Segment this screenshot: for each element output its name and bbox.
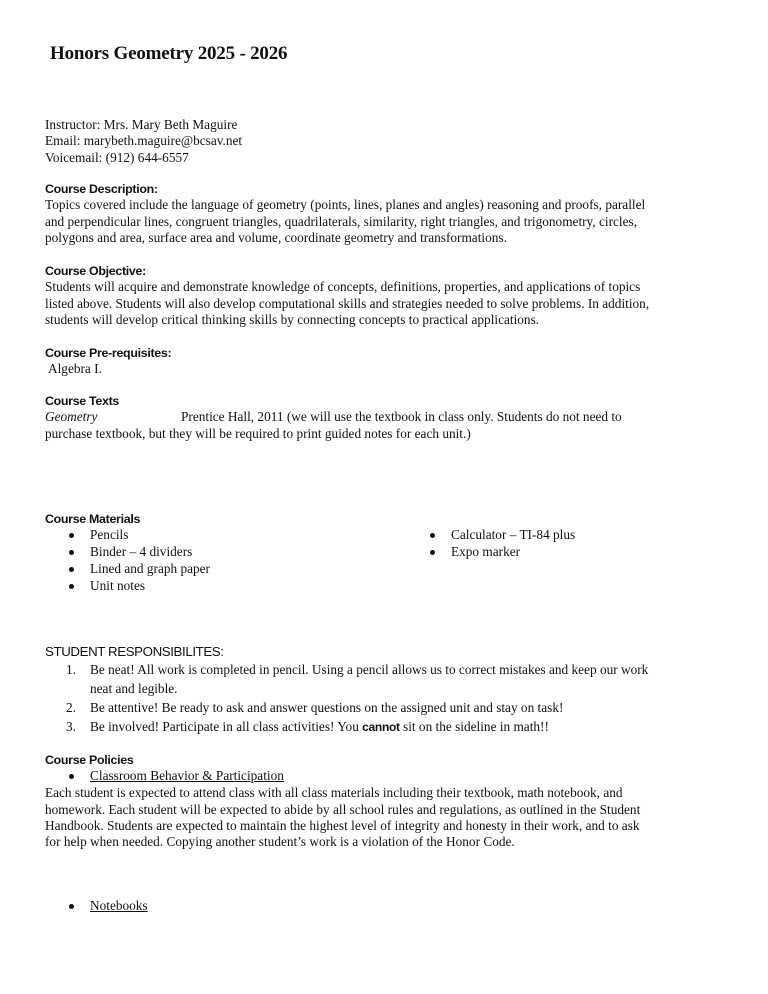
paragraph-line: listed above. Students will also develop computational skills and strategies needed to solve problems. In addition, <box>45 295 650 311</box>
email-line: Email: marybeth.maguire@bcsav.net <box>45 133 243 149</box>
notebooks-section <box>45 898 725 915</box>
bullet-icon <box>69 550 74 555</box>
bullet-icon <box>69 584 74 589</box>
document-title: Honors Geometry 2025 - 2026 <box>50 43 288 64</box>
textbook-info: Prentice Hall, 2011 (we will use the textbook in class only. Students do not need to <box>181 409 622 425</box>
materials-list-left <box>45 527 385 595</box>
classroom-behavior-subheading: Classroom Behavior & Participation <box>90 768 284 784</box>
list-item: Binder – 4 dividers <box>45 544 385 561</box>
paragraph-line: polygons and area, surface area and volume, coordinate geometry and transformations. <box>45 229 507 245</box>
textbook-title: Geometry <box>45 409 98 425</box>
textbook-line <box>45 409 725 425</box>
course-description-section <box>45 181 725 246</box>
paragraph-line: Handbook. Students are expected to maintain the highest level of integrity and honesty in their work, and to ask <box>45 817 640 833</box>
instructor-line: Instructor: Mrs. Mary Beth Maguire <box>45 117 238 132</box>
paragraph-line: Topics covered include the language of geometry (points, lines, planes and angles) reasoning and proofs, parallel <box>45 197 646 213</box>
bullet-icon <box>69 533 74 538</box>
course-prerequisites-section <box>45 345 725 378</box>
bullet-icon <box>69 567 74 572</box>
list-item: Expo marker <box>406 544 706 561</box>
paragraph-line: and perpendicular lines, congruent triangles, quadrilaterals, similarity, right triangles, and trigonometry, circles, <box>45 213 638 229</box>
course-objective-section <box>45 263 725 328</box>
course-policies-section <box>45 752 725 850</box>
notebooks-subheading: Notebooks <box>90 898 148 913</box>
bullet-icon <box>69 774 74 779</box>
paragraph-line: for help when needed. Copying another student’s work is a violation of the Honor Code. <box>45 834 515 850</box>
course-materials-section <box>45 511 725 594</box>
list-item: 2. Be attentive! Be ready to ask and answer questions on the assigned unit and stay on task! <box>66 700 564 716</box>
course-texts-section <box>45 393 725 442</box>
prerequisite-text: Algebra I. <box>48 361 102 377</box>
list-item: Pencils <box>45 527 385 544</box>
bullet-icon <box>430 550 435 555</box>
materials-list-right <box>406 527 706 561</box>
section-heading: STUDENT RESPONSIBILITES: <box>45 644 224 659</box>
paragraph-line: Students will acquire and demonstrate knowledge of concepts, definitions, properties, and applications of topics <box>45 279 641 295</box>
section-heading: Course Objective: <box>45 264 146 278</box>
list-item: Calculator – TI-84 plus <box>406 527 706 544</box>
emphasis-text: cannot <box>362 720 400 735</box>
student-responsibilities-section <box>45 644 725 737</box>
section-heading: Course Texts <box>45 394 119 408</box>
section-heading: Course Materials <box>45 512 141 526</box>
list-item: Unit notes <box>45 578 385 595</box>
paragraph-line: homework. Each student will be expected to abide by all school rules and regulations, as outlined in the Student <box>45 801 641 817</box>
section-heading: Course Policies <box>45 753 134 767</box>
contact-block <box>45 117 725 166</box>
policy-subheading-list <box>45 768 725 785</box>
responsibilities-list <box>45 660 725 737</box>
textbook-line-2: purchase textbook, but they will be required to print guided notes for each unit.) <box>45 425 471 441</box>
list-item <box>45 768 725 785</box>
section-heading: Course Pre-requisites: <box>45 346 172 360</box>
list-item <box>45 898 725 915</box>
voicemail-line: Voicemail: (912) 644-6557 <box>45 149 189 165</box>
section-heading: Course Description: <box>45 182 158 196</box>
paragraph-line: Each student is expected to attend class with all class materials including their textbook, math notebook, and <box>45 785 623 801</box>
list-item: 3. Be involved! Participate in all class activities! You cannot sit on the sideline in math!! <box>66 719 549 735</box>
list-item: Lined and graph paper <box>45 561 385 578</box>
list-item: 1. Be neat! All work is completed in pencil. Using a pencil allows us to correct mistakes and keep our work neat and legible. <box>66 662 649 697</box>
bullet-icon <box>69 904 74 909</box>
paragraph-line: students will develop critical thinking skills by connecting concepts to practical applications. <box>45 311 540 327</box>
bullet-icon <box>430 533 435 538</box>
